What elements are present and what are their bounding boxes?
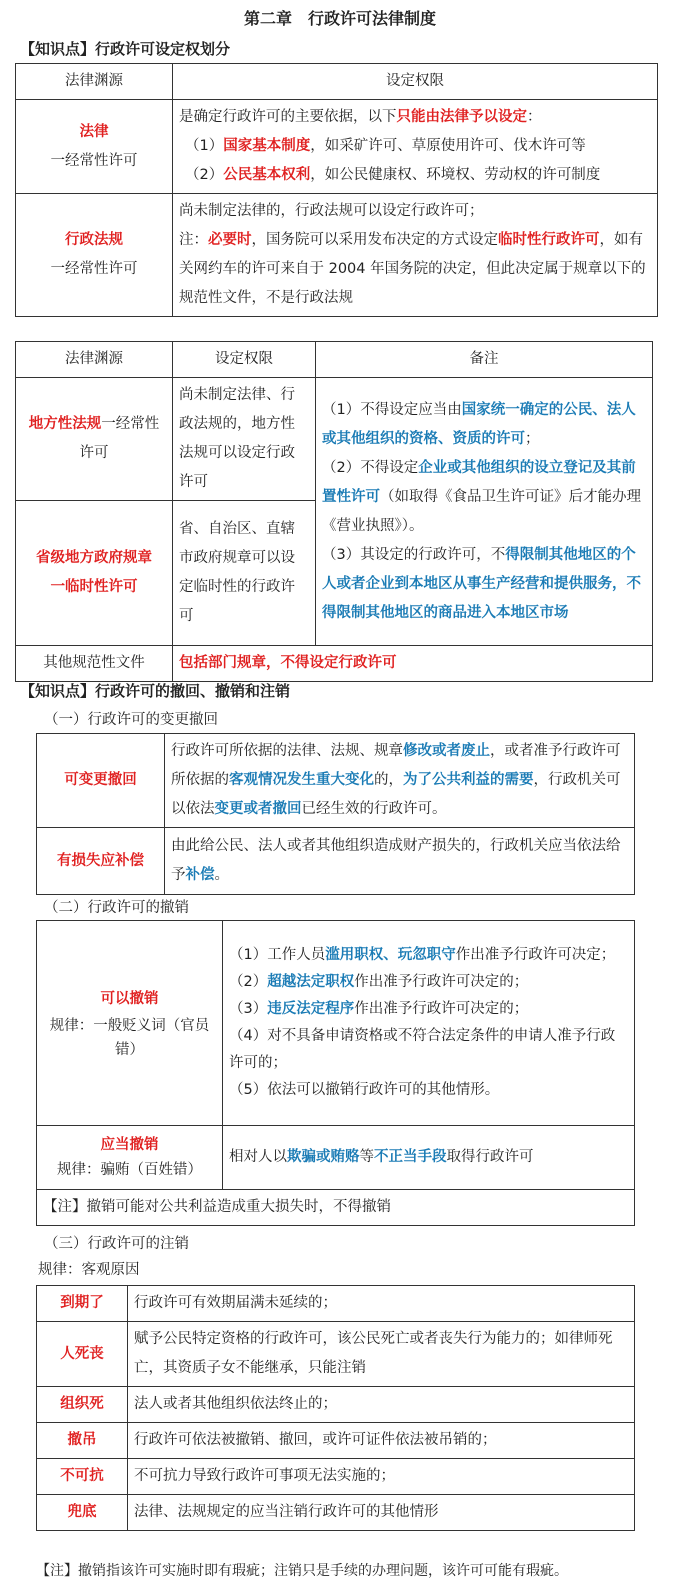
cancel-item-1: （1）工作人员滥用职权、玩忽职守作出准予行政许可决定； <box>229 947 616 963</box>
content-may-cancel <box>223 921 635 1126</box>
table-row-regulation <box>16 194 658 317</box>
label-local: 地方性法规 <box>28 416 102 432</box>
header-authority: 设定权限 <box>173 64 658 100</box>
label-regulation: 行政法规 <box>65 232 123 248</box>
table-row-revocable <box>37 734 635 828</box>
row-label-regulation <box>16 194 173 317</box>
table-row <box>37 1286 635 1322</box>
label-provincial: 省级地方政府规章 <box>36 550 152 566</box>
regulation-line-a: 尚未制定法律的，行政法规可以设定行政许可； <box>179 203 484 219</box>
remark-2: （2）不得设定企业或其他组织的设立登记及其前置性许可（如取得《食品卫生许可证》后才能办理《营业执照》）。 <box>322 459 641 534</box>
row-power-local: 尚未制定法律、行政法规的，地方性法规可以设定行政许可 <box>173 378 316 501</box>
label-must-cancel-cell <box>37 1126 223 1190</box>
row-label: 不可抗 <box>37 1459 128 1495</box>
law-line-c: （2）公民基本权利，如公民健康权、环境权、劳动权的许可制度 <box>185 167 601 183</box>
section-heading-kp1: 【知识点】行政许可设定权划分 <box>20 40 231 58</box>
table-row <box>37 1495 635 1531</box>
label-provincial-sub: 一临时性许可 <box>50 579 138 595</box>
table-row <box>37 1387 635 1423</box>
row-content-regulation <box>173 194 658 317</box>
cancel-note: 【注】撤销可能对公共利益造成重大损失时，不得撤销 <box>37 1190 635 1226</box>
row-text: 行政许可有效期届满未延续的； <box>128 1286 635 1322</box>
label-must-cancel: 应当撤销 <box>100 1136 159 1153</box>
header-source: 法律渊源 <box>16 64 173 100</box>
remarks-cell <box>316 378 653 646</box>
table-revocation <box>36 733 635 895</box>
table-header-row <box>16 342 653 378</box>
table-row-note <box>37 1190 635 1226</box>
label-regulation-sub: 一经常性许可 <box>50 261 138 277</box>
header-authority: 设定权限 <box>173 342 316 378</box>
subsection-3-heading: （三）行政许可的注销 <box>44 1236 189 1252</box>
remark-1: （1）不得设定应当由国家统一确定的公民、法人或其他组织的资格、资质的许可； <box>322 401 636 447</box>
row-text: 法人或者其他组织依法终止的； <box>128 1387 635 1423</box>
label-may-cancel-cell <box>37 921 223 1126</box>
table-row <box>37 1322 635 1387</box>
page-title: 第二章 行政许可法律制度 <box>243 9 436 28</box>
row-text: 赋予公民特定资格的行政许可，该公民死亡或者丧失行为能力的；如律师死亡，其资质子女不能继承，只能注销 <box>128 1322 635 1387</box>
deregistration-rule: 规律：客观原因 <box>38 1262 140 1278</box>
cancel-item-2: （2）超越法定职权作出准予行政许可决定的； <box>229 974 529 990</box>
table-row-local <box>16 378 653 501</box>
row-label-local <box>16 378 173 501</box>
header-source: 法律渊源 <box>16 342 173 378</box>
content-revocable: 行政许可所依据的法律、法规、规章修改或者废止，或者准予行政许可所依据的客观情况发生重大变化的，为了公共利益的需要，行政机关可以依法变更或者撤回已经生效的行政许可。 <box>165 734 635 828</box>
row-label: 兜底 <box>37 1495 128 1531</box>
table-header-row <box>16 64 658 100</box>
law-line-a: 是确定行政许可的主要依据，以下只能由法律予以设定： <box>179 109 542 125</box>
cancel-item-3: （3）违反法定程序作出准予行政许可决定的； <box>229 1001 529 1017</box>
label-compensation: 有损失应补偿 <box>37 828 165 895</box>
table-row <box>37 1423 635 1459</box>
row-text: 行政许可依法被撤销、撤回，或许可证件依法被吊销的； <box>128 1423 635 1459</box>
row-label: 到期了 <box>37 1286 128 1322</box>
row-power-provincial: 省、自治区、直辖市政府规章可以设定临时性的行政许可 <box>173 501 316 646</box>
content-compensation: 由此给公民、法人或者其他组织造成财产损失的，行政机关应当依法给予补偿。 <box>165 828 635 895</box>
label-revocable: 可变更撤回 <box>37 734 165 828</box>
content-must-cancel: 相对人以欺骗或贿赂等不正当手段取得行政许可 <box>223 1126 635 1190</box>
rule-must-cancel: 规律：骗贿（百姓错） <box>57 1161 202 1178</box>
row-label-law <box>16 100 173 194</box>
remark-3: （3）其设定的行政许可，不得限制其他地区的个人或者企业到本地区从事生产经营和提供服务，不得限制其他地区的商品进入本地区市场 <box>322 546 641 621</box>
row-label: 组织死 <box>37 1387 128 1423</box>
subsection-2-heading: （二）行政许可的撤销 <box>44 900 189 916</box>
table-authority-2 <box>15 341 653 682</box>
law-line-b: （1）国家基本制度，如采矿许可、草原使用许可、伐木许可等 <box>185 138 586 154</box>
row-label-provincial <box>16 501 173 646</box>
row-text: 法律、法规规定的应当注销行政许可的其他情形 <box>128 1495 635 1531</box>
table-cancellation <box>36 920 635 1226</box>
table-row-compensation <box>37 828 635 895</box>
row-content-other: 包括部门规章，不得设定行政许可 <box>173 646 653 682</box>
label-law-sub: 一经常性许可 <box>50 152 138 169</box>
table-authority-1 <box>15 63 658 317</box>
table-row-must-cancel <box>37 1126 635 1190</box>
table-row <box>37 1459 635 1495</box>
cancel-item-4: （4）对不具备申请资格或不符合法定条件的申请人准予行政许可的； <box>229 1028 616 1071</box>
regulation-line-b: 注：必要时，国务院可以采用发布决定的方式设定临时性行政许可，如有关网约车的许可来自于 2004 年国务院的决定，但此决定属于规章以下的规范性文件，不是行政法规 <box>179 232 646 306</box>
rule-may-cancel: 规律：一般贬义词（官员错） <box>49 1017 210 1058</box>
subsection-1-heading: （一）行政许可的变更撤回 <box>44 712 218 728</box>
row-label-other: 其他规范性文件 <box>16 646 173 682</box>
table-row-may-cancel <box>37 921 635 1126</box>
label-local-sub: 一经常性许可 <box>79 416 160 461</box>
table-row-law <box>16 100 658 194</box>
cancel-item-5: （5）依法可以撤销行政许可的其他情形。 <box>229 1082 500 1098</box>
row-text: 不可抗力导致行政许可事项无法实施的； <box>128 1459 635 1495</box>
row-content-law <box>173 100 658 194</box>
label-may-cancel: 可以撤销 <box>100 990 159 1007</box>
label-law: 法律 <box>79 123 109 140</box>
row-label: 撤吊 <box>37 1423 128 1459</box>
row-label: 人死丧 <box>37 1322 128 1387</box>
final-note: 【注】撤销指该许可实施时即有瑕疵；注销只是手续的办理问题，该许可可能有瑕疵。 <box>36 1563 568 1579</box>
table-row-other <box>16 646 653 682</box>
section-heading-kp2: 【知识点】行政许可的撤回、撤销和注销 <box>20 682 291 700</box>
header-remarks: 备注 <box>316 342 653 378</box>
table-deregistration <box>36 1285 635 1531</box>
